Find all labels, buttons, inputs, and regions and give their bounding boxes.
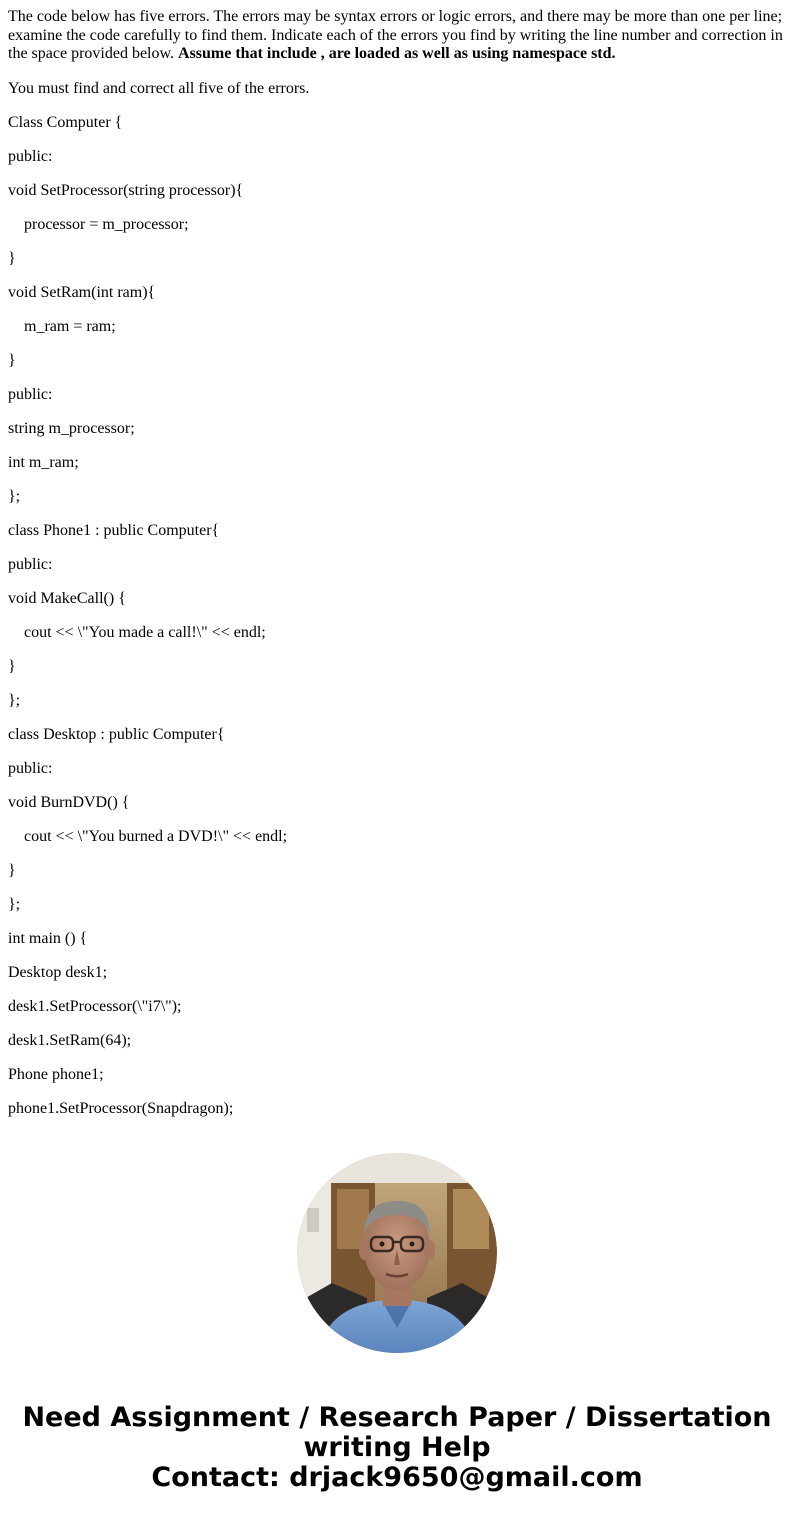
code-line-20: public:	[8, 759, 53, 777]
code-line-11: int m_ram;	[8, 453, 79, 471]
code-line-10: string m_processor;	[8, 419, 135, 437]
code-line-30: phone1.SetProcessor(Snapdragon);	[8, 1099, 234, 1117]
code-line-9: public:	[8, 385, 53, 403]
code-line-28: desk1.SetRam(64);	[8, 1031, 132, 1049]
person-portrait-icon	[297, 1153, 497, 1353]
code-line-18: };	[8, 691, 21, 709]
code-line-1: Class Computer {	[8, 113, 123, 131]
intro-text: The code below has five errors. The errors may be syntax errors or logic errors, and there may be more than one per line; examine the code carefully to find them. Indicate each of the errors you find by writing the line number and correction in the space provided below.	[8, 8, 783, 62]
code-line-3: void SetProcessor(string processor){	[8, 181, 244, 199]
instruction-text: You must find and correct all five of the errors.	[8, 79, 310, 97]
document-content	[8, 8, 788, 1134]
banner-line-2: writing Help	[303, 1432, 491, 1463]
code-line-29: Phone phone1;	[8, 1065, 104, 1083]
code-line-25: int main () {	[8, 929, 88, 947]
code-line-16: cout << \"You made a call!\" << endl;	[24, 623, 266, 641]
code-line-6: void SetRam(int ram){	[8, 283, 156, 301]
author-avatar	[297, 1153, 497, 1353]
code-line-23: }	[8, 861, 16, 879]
code-line-8: }	[8, 351, 16, 369]
banner-line-1: Need Assignment / Research Paper / Dissertation	[22, 1402, 772, 1433]
contact-banner	[0, 1403, 794, 1493]
code-line-15: void MakeCall() {	[8, 589, 126, 607]
code-line-13: class Phone1 : public Computer{	[8, 521, 220, 539]
code-line-7: m_ram = ram;	[24, 317, 116, 335]
code-line-2: public:	[8, 147, 53, 165]
code-line-4: processor = m_processor;	[24, 215, 189, 233]
intro-paragraph	[8, 8, 788, 64]
code-line-5: }	[8, 249, 16, 267]
code-line-19: class Desktop : public Computer{	[8, 725, 225, 743]
code-line-27: desk1.SetProcessor(\"i7\");	[8, 997, 182, 1015]
code-line-21: void BurnDVD() {	[8, 793, 130, 811]
code-line-22: cout << \"You burned a DVD!\" << endl;	[24, 827, 288, 845]
paragraph-gap	[8, 64, 788, 80]
code-line-14: public:	[8, 555, 53, 573]
code-line-24: };	[8, 895, 21, 913]
banner-contact-line: Contact: drjack9650@gmail.com	[151, 1462, 643, 1493]
intro-bold-text: Assume that include , are loaded as well as using namespace std.	[178, 45, 616, 62]
code-line-17: }	[8, 657, 16, 675]
code-line-26: Desktop desk1;	[8, 963, 108, 981]
code-line-12: };	[8, 487, 21, 505]
